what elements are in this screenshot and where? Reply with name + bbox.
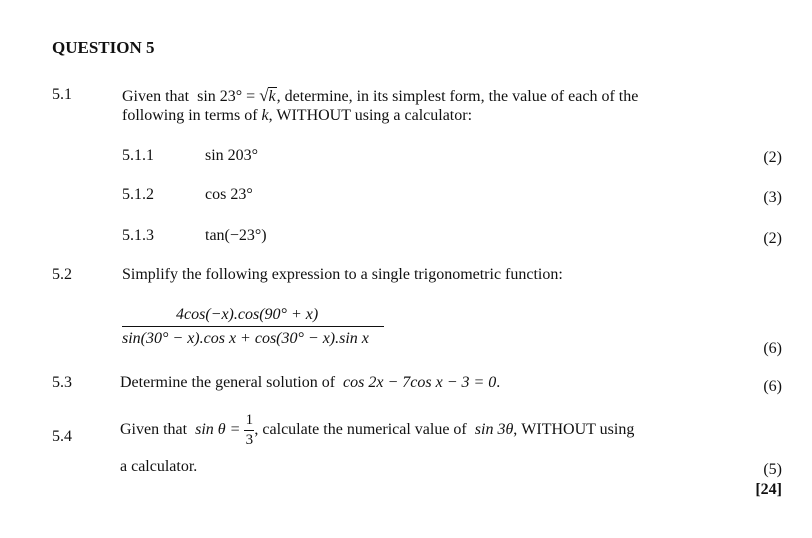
q51-line2-var: k (261, 107, 269, 124)
q53-equation: cos 2x − 7cos x − 3 = 0 (343, 374, 497, 391)
question-5-1-line1 (122, 86, 638, 106)
q54-pre: Given that (120, 421, 188, 439)
question-5-3-text (120, 374, 500, 392)
fraction-numerator: 4cos(−x).cos(90° + x) (176, 306, 319, 323)
q53-end: . (496, 374, 501, 391)
question-title: QUESTION 5 (52, 38, 155, 57)
subquestion-expression: tan(−23°) (205, 227, 267, 244)
total-marks: [24] (755, 481, 782, 498)
fraction-bar (122, 326, 384, 327)
marks: (6) (763, 340, 782, 357)
q51-line1-post: , determine, in its simplest form, the value of each of the (276, 88, 639, 105)
marks: (5) (763, 461, 782, 478)
q51-line2-post: , WITHOUT using a calculator: (268, 107, 473, 124)
question-5-4-line2: a calculator. (120, 458, 198, 475)
q54-target: sin 3θ (474, 421, 514, 439)
fraction-denominator: sin(30° − x).cos x + cos(30° − x).sin x (122, 330, 369, 347)
q53-text: Determine the general solution of (120, 374, 336, 391)
q51-line1-pre: Given that (122, 88, 190, 105)
q54-post: , WITHOUT using (513, 421, 635, 439)
marks: (2) (763, 230, 782, 247)
question-number-5-2: 5.2 (52, 266, 72, 283)
marks: (6) (763, 378, 782, 395)
q54-fraction (244, 413, 254, 448)
q54-mid: , calculate the numerical value of (254, 421, 467, 439)
q51-given-math: sin 23° = √k (197, 86, 276, 105)
question-5-4-line1 (120, 413, 634, 448)
marks: (2) (763, 149, 782, 166)
q54-frac-num: 1 (245, 412, 254, 428)
q51-given-var: k (268, 88, 276, 105)
question-5-1-line2 (122, 107, 472, 125)
subquestion-expression: cos 23° (205, 186, 253, 203)
subquestion-number: 5.1.3 (122, 227, 154, 244)
q54-sin-theta: sin θ = (195, 421, 241, 439)
subquestion-expression: sin 203° (205, 147, 259, 164)
marks: (3) (763, 189, 782, 206)
q54-frac-den: 3 (245, 432, 254, 448)
q54-frac-bar (244, 430, 254, 431)
q51-line2-pre: following in terms of (122, 107, 258, 124)
question-5-2-text: Simplify the following expression to a single trigonometric function: (122, 266, 563, 283)
subquestion-number: 5.1.1 (122, 147, 154, 164)
question-number-5-3: 5.3 (52, 374, 72, 391)
question-number-5-1: 5.1 (52, 86, 72, 103)
q51-given-math-text: sin 23° = (197, 88, 260, 105)
question-number-5-4: 5.4 (52, 428, 72, 445)
subquestion-number: 5.1.2 (122, 186, 154, 203)
